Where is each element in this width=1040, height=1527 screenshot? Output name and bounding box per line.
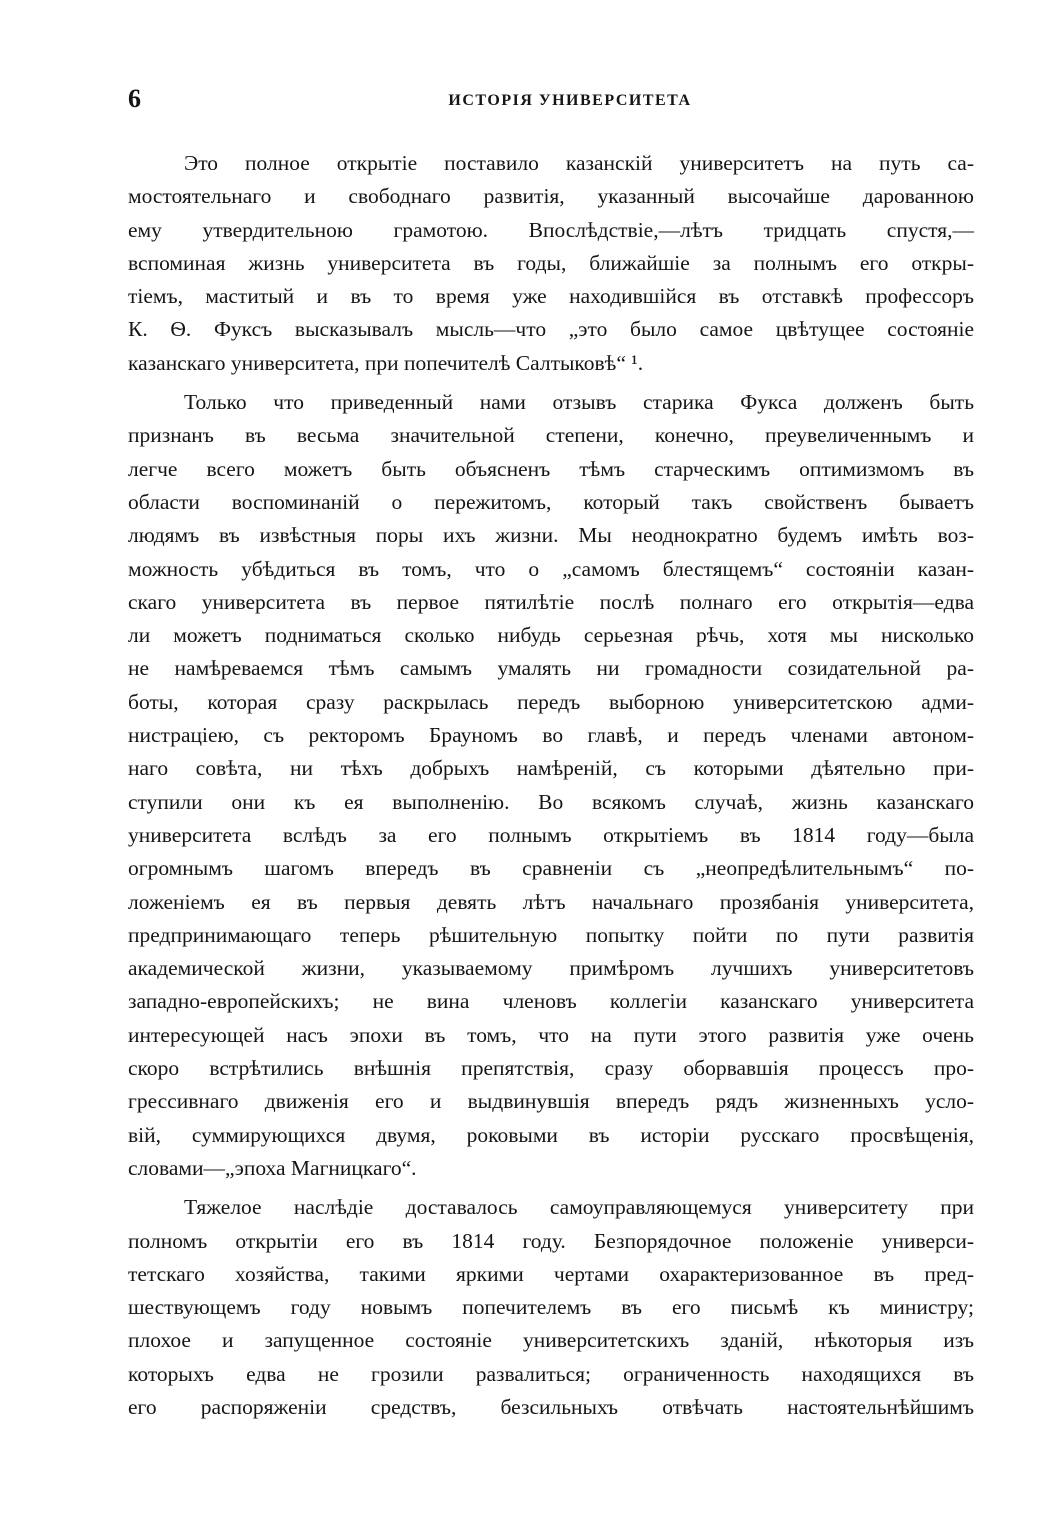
text-line: его распоряженіи средствъ, безсильныхъ отвѣчать настоятельнѣйшимъ xyxy=(128,1394,974,1419)
text-line: легче всего можетъ быть объясненъ тѣмъ старческимъ оптимизмомъ въ xyxy=(128,456,974,481)
running-title: ИСТОРІЯ УНИВЕРСИТЕТА xyxy=(448,92,692,109)
text-line: вспоминая жизнь университета въ годы, ближайшіе за полнымъ его откры- xyxy=(128,250,974,275)
text-line: тетскаго хозяйства, такими яркими чертами охарактеризованное въ пред- xyxy=(128,1261,974,1286)
text-line: скоро встрѣтились внѣшнія препятствія, сразу оборвавшія процессъ про- xyxy=(128,1056,974,1081)
text-line: грессивнаго движенія его и выдвинувшія впередъ рядъ жизненныхъ усло- xyxy=(128,1089,974,1114)
text-line: области воспоминаній о пережитомъ, который такъ свойственъ бываетъ xyxy=(128,489,974,514)
text-line: огромнымъ шагомъ впередъ въ сравненіи съ „неопредѣлительнымъ“ по- xyxy=(128,856,974,881)
text-line: нистраціею, съ ректоромъ Брауномъ во главѣ, и передъ членами автоном- xyxy=(128,723,974,748)
text-line: ложеніемъ ея въ первыя девять лѣтъ начальнаго прозябанія университета, xyxy=(128,889,974,914)
text-line: казанскаго университета, при попечителѣ Салтыковѣ“ ¹. xyxy=(128,350,644,375)
text-line: академической жизни, указываемому примѣромъ лучшихъ университетовъ xyxy=(128,956,974,981)
text-line: словами—„эпоха Магницкаго“. xyxy=(128,1155,417,1180)
text-line: университета вслѣдъ за его полнымъ открытіемъ въ 1814 году—была xyxy=(128,822,974,847)
text-line: плохое и запущенное состояніе университетскихъ зданій, нѣкоторыя изъ xyxy=(128,1328,974,1353)
text-line: ступили они къ ея выполненію. Во всякомъ случаѣ, жизнь казанскаго xyxy=(128,789,974,814)
paragraph-1 xyxy=(128,147,974,380)
text-line: вій, суммирующихся двумя, роковыми въ исторіи русскаго просвѣщенія, xyxy=(128,1122,974,1147)
text-line: боты, которая сразу раскрылась передъ выборною университетскою адми- xyxy=(128,689,974,714)
text-line: наго совѣта, ни тѣхъ добрыхъ намѣреній, съ которыми дѣятельно при- xyxy=(128,756,974,781)
text-line: не намѣреваемся тѣмъ самымъ умалять ни громадности созидательной ра- xyxy=(128,656,974,681)
text-line: интересующей насъ эпохи въ томъ, что на пути этого развитія уже очень xyxy=(128,1022,974,1047)
text-line: Только что приведенный нами отзывъ старика Фукса долженъ быть xyxy=(184,390,974,415)
text-line: можность убѣдиться въ томъ, что о „самомъ блестящемъ“ состояніи казан- xyxy=(128,556,974,581)
text-line: людямъ въ извѣстныя поры ихъ жизни. Мы неоднократно будемъ имѣть воз- xyxy=(128,523,974,548)
text-line: Тяжелое наслѣдіе доставалось самоуправляющемуся университету при xyxy=(184,1195,974,1220)
text-line: полномъ открытіи его въ 1814 году. Безпорядочное положеніе универси- xyxy=(128,1228,974,1253)
text-line: предпринимающаго теперь рѣшительную попытку пойти по пути развитія xyxy=(128,922,974,947)
text-line: К. Ѳ. Фуксъ высказывалъ мысль—что „это было самое цвѣтущее состояніе xyxy=(128,317,974,342)
text-line: признанъ въ весьма значительной степени, конечно, преувеличеннымъ и xyxy=(128,423,974,448)
page-number: 6 xyxy=(128,84,141,113)
text-line: мостоятельнаго и свободнаго развитія, указанный высочайше дарованною xyxy=(128,184,974,209)
text-line: которыхъ едва не грозили развалиться; ограниченность находящихся въ xyxy=(128,1361,974,1386)
text-line: шествующемъ году новымъ попечителемъ въ его письмѣ къ министру; xyxy=(128,1295,974,1320)
body-text xyxy=(128,147,974,1424)
text-line: западно-европейскихъ; не вина членовъ коллегіи казанскаго университета xyxy=(128,989,974,1014)
paragraph-3 xyxy=(128,1191,974,1424)
text-line: ли можетъ подниматься сколько нибудь серьезная рѣчь, хотя мы нисколько xyxy=(128,623,974,648)
paragraph-2 xyxy=(128,386,974,1185)
text-line: Это полное открытіе поставило казанскій университетъ на путь са- xyxy=(184,151,974,175)
text-line: тіемъ, маститый и въ то время уже находившійся въ отставкѣ профессоръ xyxy=(128,284,974,309)
text-line: ему утвердительною грамотою. Впослѣдствіе,—лѣтъ тридцать спустя,— xyxy=(128,217,974,242)
text-line: скаго университета въ первое пятилѣтіе послѣ полнаго его открытія—едва xyxy=(128,589,974,614)
